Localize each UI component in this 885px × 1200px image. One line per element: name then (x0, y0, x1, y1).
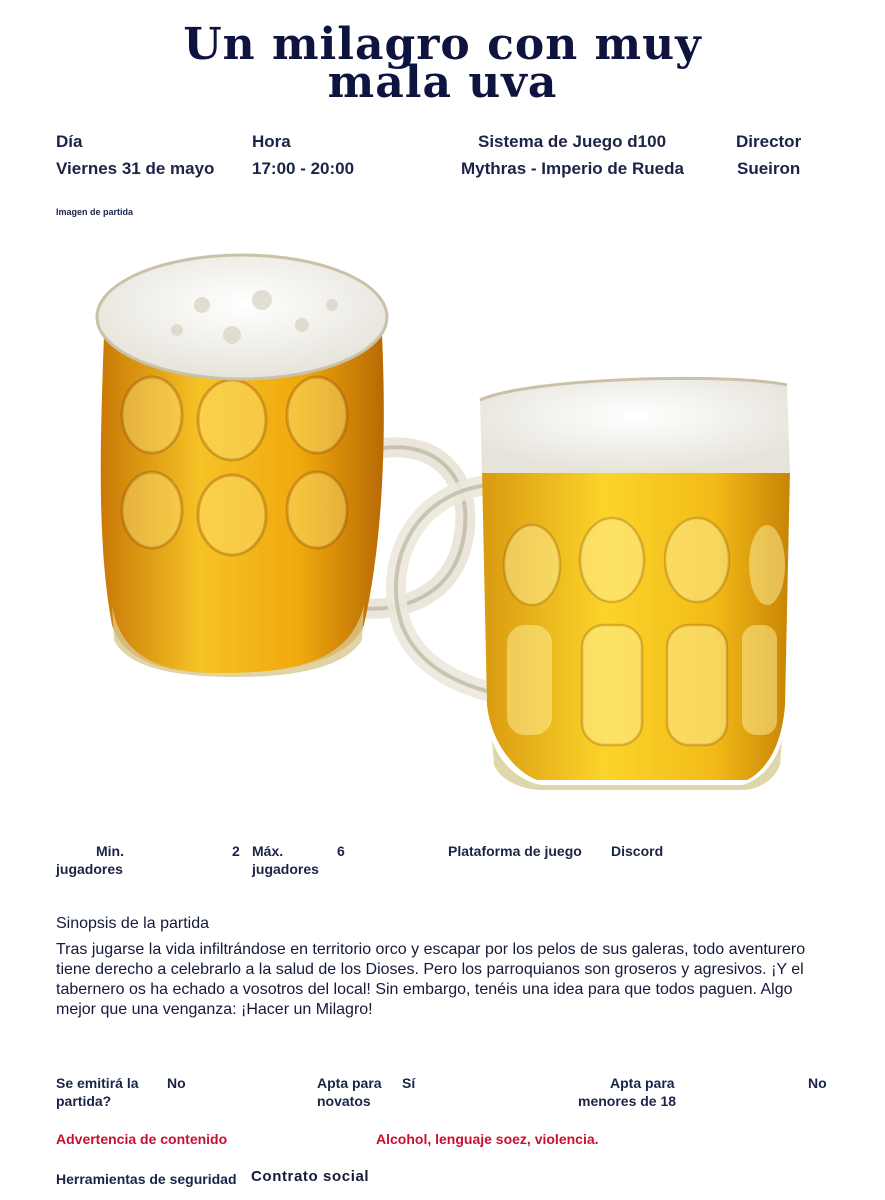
title-line-2: mala uva (327, 57, 558, 108)
max-players-value: 6 (337, 843, 345, 859)
synopsis-text (56, 940, 846, 1020)
synopsis-line: tiene derecho a celebrarlo a la salud de los Dioses. Pero los parroquianos son groseros y agresivos. ¡Y el (56, 961, 804, 978)
max-players-label-1: Máx. (252, 843, 284, 859)
system-label: Sistema de Juego d100 (478, 132, 667, 151)
minors-label-2: menores de 18 (578, 1093, 677, 1109)
platform-value: Discord (611, 843, 664, 859)
broadcast-label-1: Se emitirá la (56, 1075, 139, 1091)
platform-label: Plataforma de juego (448, 843, 582, 859)
synopsis-line: Tras jugarse la vida infiltrándose en territorio orco y escapar por los pelos de sus galeras, todo aventurero (56, 941, 806, 958)
page-title (0, 19, 885, 108)
min-players-value: 2 (232, 843, 240, 859)
image-caption: Imagen de partida (56, 207, 134, 217)
safety-tools-label: Herramientas de seguridad (56, 1171, 237, 1187)
content-warning-label: Advertencia de contenido (56, 1131, 228, 1147)
min-players-label-1: Min. (96, 843, 124, 859)
safety-tools-value: Contrato social (251, 1168, 370, 1185)
synopsis-line: mejor que una venganza: ¡Hacer un Milagro! (56, 1001, 373, 1018)
max-players-label-2: jugadores (252, 861, 319, 877)
broadcast-label-2: partida? (56, 1093, 112, 1109)
beer-mugs-image (82, 245, 802, 790)
right-mug-foam (480, 378, 790, 473)
minors-value: No (808, 1075, 827, 1091)
novice-label-1: Apta para (317, 1075, 382, 1091)
content-warning-value: Alcohol, lenguaje soez, violencia. (376, 1131, 599, 1147)
time-label: Hora (252, 132, 291, 151)
min-players-label-2: jugadores (56, 861, 123, 877)
system-value: Mythras - Imperio de Rueda (461, 159, 684, 178)
title-line-1: Un milagro con muy (183, 19, 702, 70)
minors-label-1: Apta para (610, 1075, 675, 1091)
day-label: Día (56, 132, 83, 151)
novice-label-2: novatos (317, 1093, 371, 1109)
time-value: 17:00 - 20:00 (252, 159, 355, 178)
director-value: Sueiron (737, 159, 801, 178)
synopsis-heading: Sinopsis de la partida (56, 915, 209, 932)
synopsis-line: tabernero os ha echado a vosotros del local! Sin embargo, tenéis una idea para que todos paguen. Algo (56, 981, 793, 998)
broadcast-value: No (167, 1075, 186, 1091)
novice-value: Sí (402, 1075, 416, 1091)
day-value: Viernes 31 de mayo (56, 159, 215, 178)
director-label: Director (736, 132, 802, 151)
